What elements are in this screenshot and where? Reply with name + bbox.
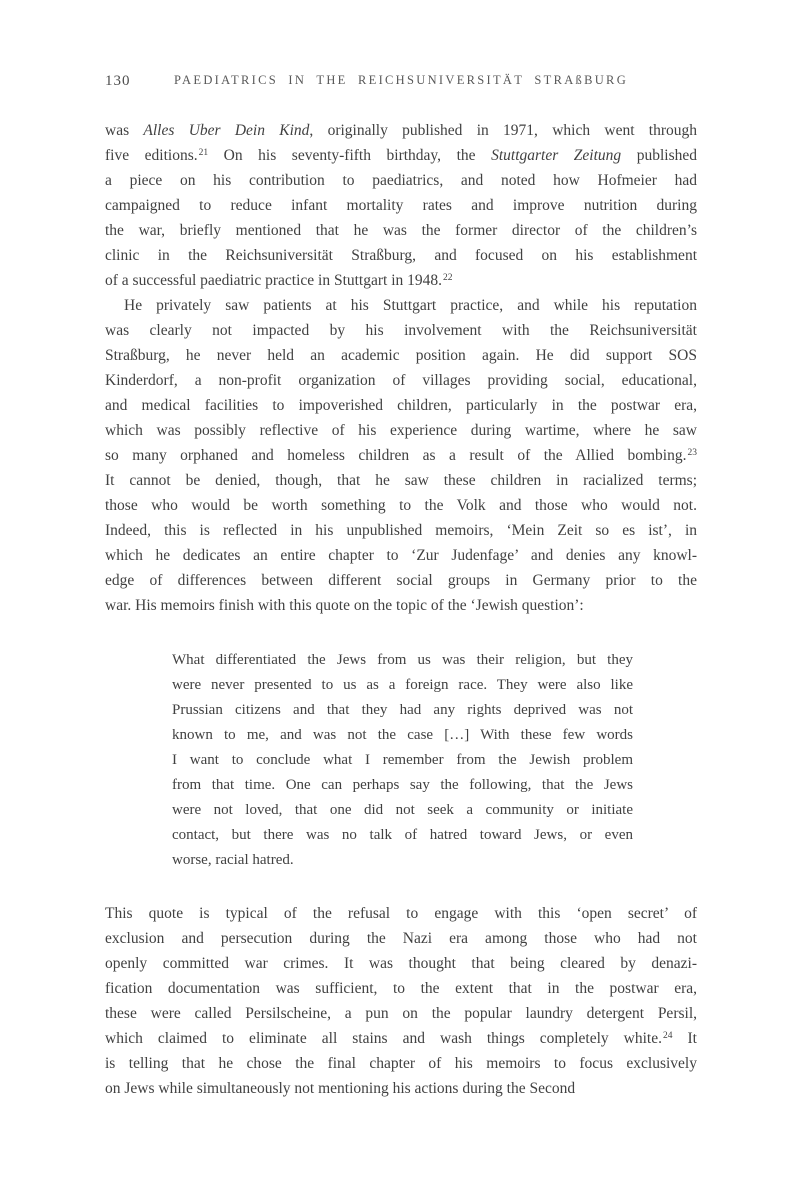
text-line: He privately saw patients at his Stuttgart practice, and while his reputation xyxy=(124,297,697,314)
text-line: so many orphaned and homeless children as a result of the Allied bombing.$^{23}$ xyxy=(105,447,697,464)
running-head-row xyxy=(105,73,697,91)
running-head: PAEDIATRICS IN THE REICHSUNIVERSITÄT STRAßBURG xyxy=(173,73,629,87)
italic-title: Stuttgarter Zeitung xyxy=(491,147,622,164)
text-line: Kinderdorf, a non-profit organization of villages providing social, educational, xyxy=(105,372,697,389)
text-line: Straßburg, he never held an academic position again. He did support SOS xyxy=(105,347,697,364)
text-line: worse, racial hatred. xyxy=(172,852,294,868)
italic-title: Alles Uber Dein Kind xyxy=(143,122,310,139)
text-line: This quote is typical of the refusal to engage with this ‘open secret’ of xyxy=(105,905,697,922)
text-line: contact, but there was no talk of hatred toward Jews, or even xyxy=(172,827,633,843)
text-block xyxy=(105,118,697,1101)
text-line: on Jews while simultaneously not mentioning his actions during the Second xyxy=(105,1080,576,1097)
text-line: the war, briefly mentioned that he was the former director of the children’s xyxy=(105,222,697,239)
text-line: and medical facilities to impoverished children, particularly in the postwar era, xyxy=(105,397,697,414)
text-line: these were called Persilscheine, a pun on the popular laundry detergent Persil, xyxy=(105,1005,697,1022)
paragraph xyxy=(105,293,697,618)
paragraph xyxy=(105,118,697,293)
block-quote xyxy=(172,648,633,873)
text-line: was clearly not impacted by his involvement with the Reichsuniversität xyxy=(105,322,697,339)
text-line: which was possibly reflective of his experience during wartime, where he saw xyxy=(105,422,697,439)
text-line: Prussian citizens and that they had any rights deprived was not xyxy=(172,702,633,718)
footnote-reference: 21 xyxy=(198,147,209,158)
paragraph xyxy=(105,901,697,1101)
text-line: was Alles Uber Dein Kind, originally published in 1971, which went through xyxy=(105,122,698,139)
text-line: edge of differences between different social groups in Germany prior to the xyxy=(105,572,697,589)
text-line: were never presented to us as a foreign race. They were also like xyxy=(172,677,633,693)
footnote-reference: 24 xyxy=(663,1030,673,1041)
text-line: known to me, and was not the case […] With these few words xyxy=(172,727,633,743)
text-line: exclusion and persecution during the Nazi era among those who had not xyxy=(105,930,697,947)
text-line: five editions.$^{21}$ On his seventy-fifth birthday, the Stuttgarter Zeitung published xyxy=(105,147,697,164)
text-line: It cannot be denied, though, that he saw these children in racialized terms; xyxy=(105,472,697,489)
text-line: of a successful paediatric practice in Stuttgart in 1948.22 xyxy=(105,272,453,289)
text-line: I want to conclude what I remember from the Jewish problem xyxy=(172,752,633,768)
text-line: a piece on his contribution to paediatrics, and noted how Hofmeier had xyxy=(105,172,697,189)
text-line: Indeed, this is reflected in his unpublished memoirs, ‘Mein Zeit so es ist’, in xyxy=(105,522,697,539)
text-line: is telling that he chose the final chapter of his memoirs to focus exclusively xyxy=(105,1055,697,1072)
text-line: campaigned to reduce infant mortality rates and improve nutrition during xyxy=(105,197,697,214)
text-line: war. His memoirs finish with this quote on the topic of the ‘Jewish question’: xyxy=(105,597,584,614)
footnote-reference: 23 xyxy=(687,447,697,458)
text-line: were not loved, that one did not seek a community or initiate xyxy=(172,802,633,818)
footnote-reference: 22 xyxy=(443,272,453,283)
text-line: clinic in the Reichsuniversität Straßburg, and focused on his establishment xyxy=(105,247,697,264)
text-line: those who would be worth something to the Volk and those who would not. xyxy=(105,497,697,514)
text-line: openly committed war crimes. It was thought that being cleared by denazi- xyxy=(105,955,697,972)
page-number: 130 xyxy=(105,73,131,89)
text-line: What differentiated the Jews from us was their religion, but they xyxy=(172,652,633,668)
text-line: which he dedicates an entire chapter to ‘Zur Judenfage’ and denies any knowl- xyxy=(105,547,697,564)
text-line: which claimed to eliminate all stains and wash things completely white.$^{24}$ It xyxy=(105,1030,697,1047)
text-line: fication documentation was sufficient, to the extent that in the postwar era, xyxy=(105,980,697,997)
text-line: from that time. One can perhaps say the following, that the Jews xyxy=(172,777,633,793)
